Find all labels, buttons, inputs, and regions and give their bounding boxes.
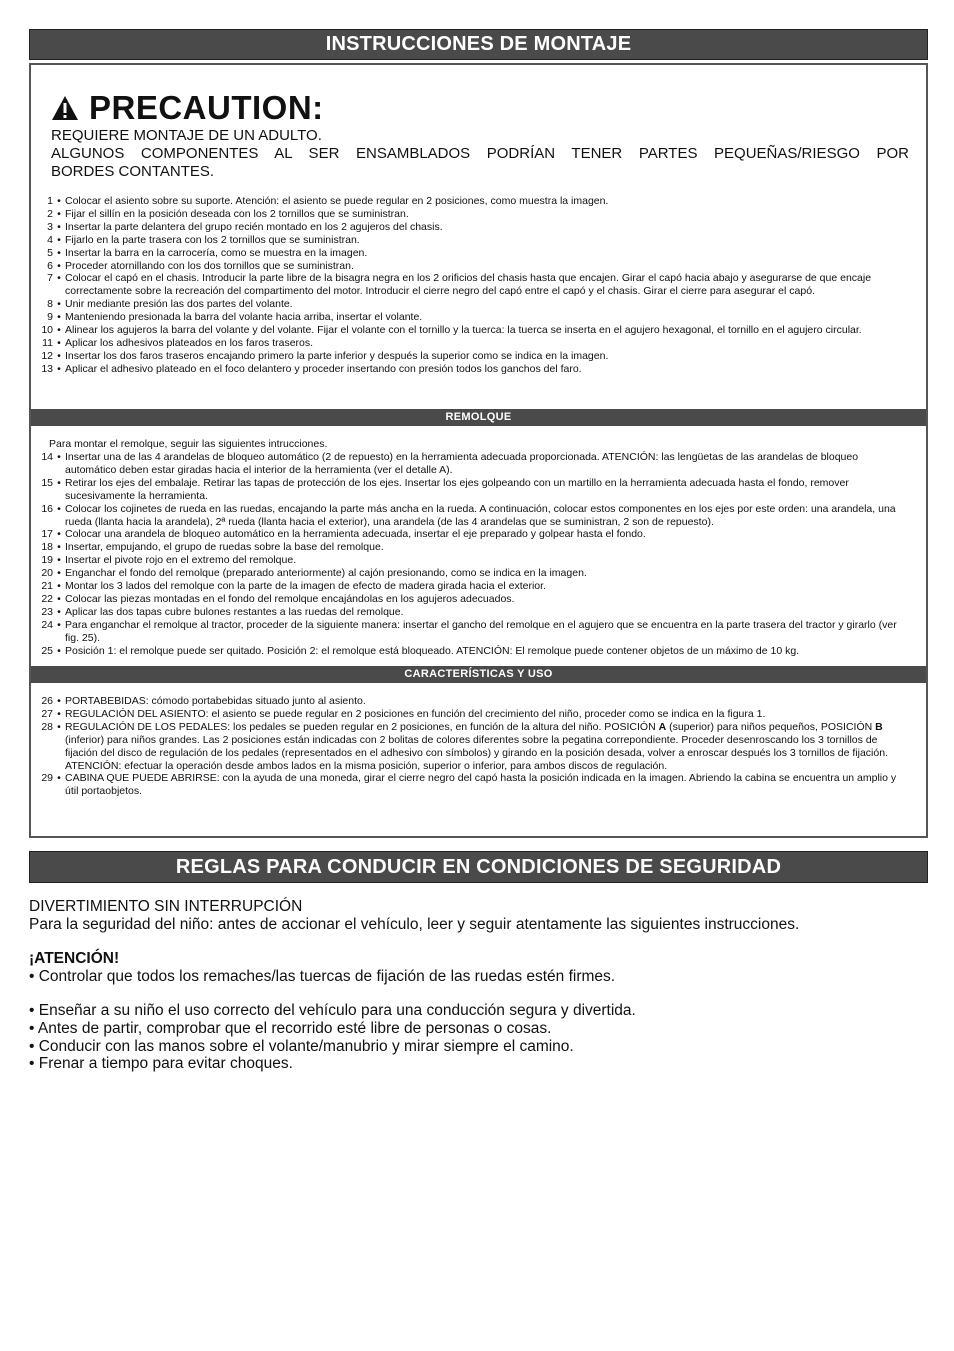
subheading-remolque: REMOLQUE: [31, 409, 926, 426]
list-item: 24 • Para enganchar el remolque al tractor, proceder de la siguiente manera: insertar el gancho del remolque en el agujero que se encuentra en la parte trasera del tractor y girarlo (ver fig. 25).: [41, 618, 897, 644]
steps-list-montaje: [35, 195, 907, 376]
list-item: 19 • Insertar el pivote rojo en el extremo del remolque.: [41, 554, 297, 567]
remolque-intro-text: Para montar el remolque, seguir las siguientes intrucciones.: [49, 438, 328, 450]
section-header-rules: REGLAS PARA CONDUCIR EN CONDICIONES DE SEGURIDAD: [29, 851, 928, 883]
list-item: 22 • Colocar las piezas montadas en el fondo del remolque encajándolas en los agujeros adecuados.: [41, 592, 515, 605]
section-header-montaje: INSTRUCCIONES DE MONTAJE: [29, 29, 928, 60]
precaution-line-3: BORDES CONTANTES.: [51, 163, 215, 180]
list-item: 1 • Colocar el asiento sobre su suporte. Atención: el asiento se puede regular en 2 posiciones, como muestra la imagen.: [47, 195, 609, 207]
precaution-heading: [51, 89, 324, 127]
list-item: 28 • REGULACIÓN DE LOS PEDALES: los pedales se pueden regular en 2 posiciones, en función de la altura del niño. POSICIÓN A (superior) para niños pequeños, POSICIÓN B (inferior) para niños grandes. Las 2 posiciones están indicadas con 2 bolitas de colores diferentes sobre la pegatina correpondiente. Proceder desenroscando los 3 tornillos de fijación del disco de regulación de los pedales (representados en el adhesivo con símbolos) y girando en la posición desada, volver a enroscar después los 3 tornillos de fijación. ATENCIÓN: efectuar la operación desde ambos lados en la misma posición, superior o inferior, para ambos discos de regulación.: [41, 720, 888, 772]
steps-list-remolque: [35, 451, 907, 658]
list-item: 3 • Insertar la parte delantera del grupo recién montado en los 2 agujeros del chasis.: [47, 220, 443, 233]
rule-bullet-2: • Enseñar a su niño el uso correcto del vehículo para una conducción segura y divertida.: [29, 1002, 636, 1020]
list-item: 27 • REGULACIÓN DEL ASIENTO: el asiento se puede regular en 2 posiciones en función del crecimiento del niño, proceder como se indica en la figura 1.: [41, 707, 766, 720]
safety-rules: [29, 898, 909, 1073]
rule-bullet-3: • Antes de partir, comprobar que el recorrido esté libre de personas o cosas.: [29, 1019, 552, 1037]
list-item: 2 • Fijar el sillín en la posición deseada con los 2 tornillos que se suministran.: [47, 207, 409, 220]
list-item: 26 • PORTABEBIDAS: cómodo portabebidas situado junto al asiento.: [41, 695, 366, 707]
list-item: 18 • Insertar, empujando, el grupo de ruedas sobre la base del remolque.: [41, 541, 384, 554]
list-item: 12 • Insertar los dos faros traseros encajando primero la parte inferior y después la superior como se indica en la imagen.: [41, 349, 609, 362]
list-item: 15 • Retirar los ejes del embalaje. Retirar las tapas de protección de los ejes. Insertar los ejes golpeando con un martillo en la herramienta adecuada hasta el fondo, remover sucesivamente la herramienta.: [41, 476, 849, 502]
precaution-title: PRECAUTION:: [89, 89, 324, 126]
subheading-caracteristicas: CARACTERÍSTICAS Y USO: [31, 666, 926, 683]
list-item: 8 • Unir mediante presión las dos partes del volante.: [47, 298, 293, 311]
list-item: 14 • Insertar una de las 4 arandelas de bloqueo automático (2 de repuesto) en la herramienta adecuada proporcionada. ATENCIÓN: las lengüetas de las arandelas de bloqueo automático deben estar giradas hacia el interior de la herramienta (ver el detalle A).: [41, 451, 859, 476]
remolque-intro: [49, 438, 907, 451]
instructions-box: [29, 63, 928, 838]
list-item: 25 • Posición 1: el remolque puede ser quitado. Posición 2: el remolque está bloqueado. ATENCIÓN: El remolque puede contener objetos de un máximo de 10 kg.: [41, 644, 800, 657]
list-item: 10 • Alinear los agujeros la barra del volante y del volante. Fijar el volante con el tornillo y la tuerca: la tuerca se inserta en el agujero hexagonal, el tornillo en el agujero circular.: [41, 324, 862, 337]
steps-list-caracteristicas: [35, 695, 907, 798]
rules-line-2: Para la seguridad del niño: antes de accionar el vehículo, leer y seguir atentamente las siguientes instrucciones.: [29, 915, 800, 933]
list-item: 17 • Colocar una arandela de bloqueo automático en la herramienta adecuada, insertar el eje preparado y golpear hasta el fondo.: [41, 528, 646, 541]
attention-heading: ¡ATENCIÓN!: [29, 950, 120, 968]
precaution-line-1: REQUIERE MONTAJE DE UN ADULTO.: [51, 127, 322, 144]
list-item: 29 • CABINA QUE PUEDE ABRIRSE: con la ayuda de una moneda, girar el cierre negro del capó hasta la posición indicada en la imagen. Abriendo la cabina se encuentra un amplio y útil portaobjetos.: [41, 772, 897, 798]
rule-bullet-4: • Conducir con las manos sobre el volante/manubrio y mirar siempre el camino.: [29, 1037, 574, 1055]
list-item: 9 • Manteniendo presionada la barra del volante hacia arriba, insertar el volante.: [47, 311, 423, 324]
warning-triangle-icon: [51, 95, 79, 121]
precaution-text: [51, 127, 909, 181]
list-item: 5 • Insertar la barra en la carrocería, como se muestra en la imagen.: [47, 246, 368, 259]
list-item: 20 • Enganchar el fondo del remolque (preparado anteriormente) al cajón presionando, como se indica en la imagen.: [41, 567, 587, 580]
list-item: 16 • Colocar los cojinetes de rueda en las ruedas, encajando la parte más ancha en la rueda. A continuación, colocar estos componentes en los ejes por este orden: una arandela, una rueda (llanta hacia la arandela), 2ª rueda (llanta hacia el exterior), una arandela (de las 4 arandelas que se suministran, 2 son de repuesto).: [41, 502, 896, 528]
list-item: 23 • Aplicar las dos tapas cubre bulones restantes a las ruedas del remolque.: [41, 605, 404, 618]
list-item: 6 • Proceder atornillando con los dos tornillos que se suministran.: [47, 259, 354, 272]
list-item: 11 • Aplicar los adhesivos plateados en los faros traseros.: [42, 336, 314, 349]
rule-bullet-1: • Controlar que todos los remaches/las tuercas de fijación de las ruedas estén firmes.: [29, 967, 616, 985]
list-item: 13 • Aplicar el adhesivo plateado en el foco delantero y proceder insertando con presión todos los ganchos del faro.: [41, 362, 582, 375]
list-item: 7 • Colocar el capó en el chasis. Introducir la parte libre de la bisagra negra en los 2 orificios del chasis hasta que encajen. Girar el capó hacia abajo y asegurarse de que encaje correctamente sobre la recreación del compartimento del motor. Introducir el cierre negro del capó entre el capó y el chasis. Girar el cierre para asegurar el capó.: [47, 272, 872, 298]
rules-line-1: DIVERTIMIENTO SIN INTERRUPCIÓN: [29, 898, 303, 915]
list-item: 21 • Montar los 3 lados del remolque con la parte de la imagen de efecto de madera girada hacia el exterior.: [41, 580, 546, 593]
rule-bullet-5: • Frenar a tiempo para evitar choques.: [29, 1055, 293, 1073]
list-item: 4 • Fijarlo en la parte trasera con los 2 tornillos que se suministran.: [47, 233, 360, 246]
precaution-line-2: ALGUNOS COMPONENTES AL SER ENSAMBLADOS PODRÍAN TENER PARTES PEQUEÑAS/RIESGO POR: [51, 145, 909, 162]
